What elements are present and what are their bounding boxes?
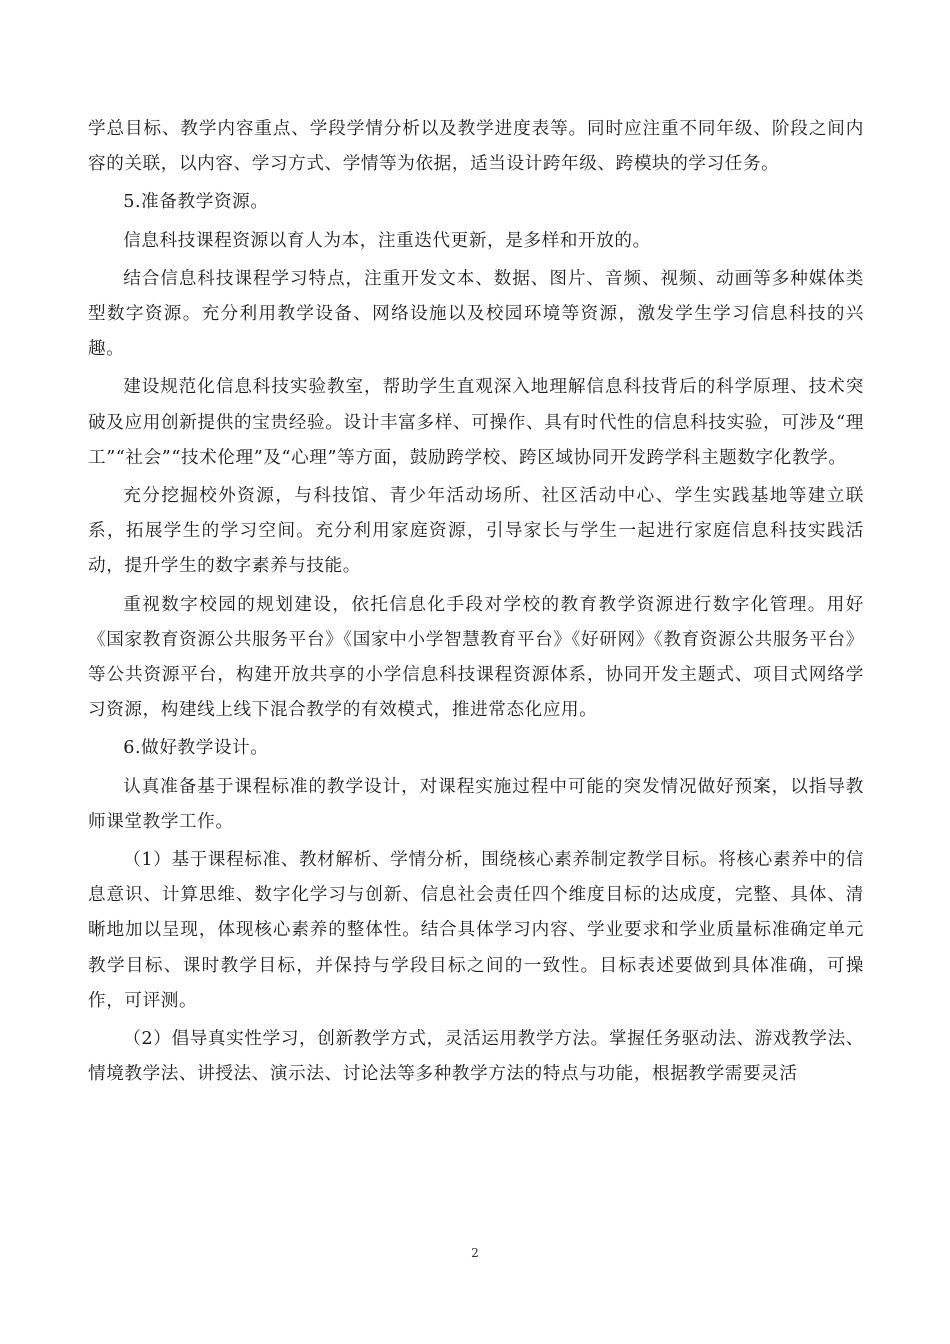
heading-prepare-resources: 5.准备教学资源。 bbox=[123, 192, 269, 213]
paragraph: 充分挖掘校外资源，与科技馆、青少年活动场所、社区活动中心、学生实践基地等建立联系，拓展学生的学习空间。充分利用家庭资源，引导家长与学生一起进行家庭信息科技实践活动，提升学生的数字素养与技能。 bbox=[88, 486, 864, 577]
page-number: 2 bbox=[471, 1246, 479, 1260]
paragraph: 认真准备基于课程标准的教学设计，对课程实施过程中可能的突发情况做好预案，以指导教师课堂教学工作。 bbox=[88, 776, 864, 832]
paragraph: 建设规范化信息科技实验教室，帮助学生直观深入地理解信息科技背后的科学原理、技术突破及应用创新提供的宝贵经验。设计丰富多样、可操作、具有时代性的信息科技实验，可涉及“理工”“社会”“技术伦理”及“心理”等方面，鼓励跨学校、跨区域协同开发跨学科主题数字化教学。 bbox=[88, 377, 864, 468]
body-text bbox=[88, 112, 864, 1095]
paragraph-continuation: 学总目标、教学内容重点、学段学情分析以及教学进度表等。同时应注重不同年级、阶段之间内容的关联，以内容、学习方式、学情等为依据，适当设计跨年级、跨模块的学习任务。 bbox=[88, 119, 864, 175]
heading-teaching-design: 6.做好教学设计。 bbox=[123, 738, 269, 759]
paragraph: （2）倡导真实性学习，创新教学方式，灵活运用教学方法。掌握任务驱动法、游戏教学法、情境教学法、讲授法、演示法、讨论法等多种教学方法的特点与功能，根据教学需要灵活 bbox=[88, 1029, 864, 1085]
paragraph: 结合信息科技课程学习特点，注重开发文本、数据、图片、音频、视频、动画等多种媒体类型数字资源。充分利用教学设备、网络设施以及校园环境等资源，激发学生学习信息科技的兴趣。 bbox=[88, 268, 864, 360]
paragraph: 信息科技课程资源以育人为本，注重迭代更新，是多样和开放的。 bbox=[123, 230, 651, 251]
paragraph: 重视数字校园的规划建设，依托信息化手段对学校的教育教学资源进行数字化管理。用好《国家教育资源公共服务平台》《国家中小学智慧教育平台》《好研网》《教育资源公共服务平台》等公共资源平台，构建开放共享的小学信息科技课程资源体系，协同开发主题式、项目式网络学习资源，构建线上线下混合教学的有效模式，推进常态化应用。 bbox=[88, 594, 864, 721]
paragraph: （1）基于课程标准、教材解析、学情分析，围绕核心素养制定教学目标。将核心素养中的信息意识、计算思维、数字化学习与创新、信息社会责任四个维度目标的达成度，完整、具体、清晰地加以呈现，体现核心素养的整体性。结合具体学习内容、学业要求和学业质量标准确定单元教学目标、课时教学目标，并保持与学段目标之间的一致性。目标表述要做到具体准确，可操作，可评测。 bbox=[88, 850, 864, 1011]
